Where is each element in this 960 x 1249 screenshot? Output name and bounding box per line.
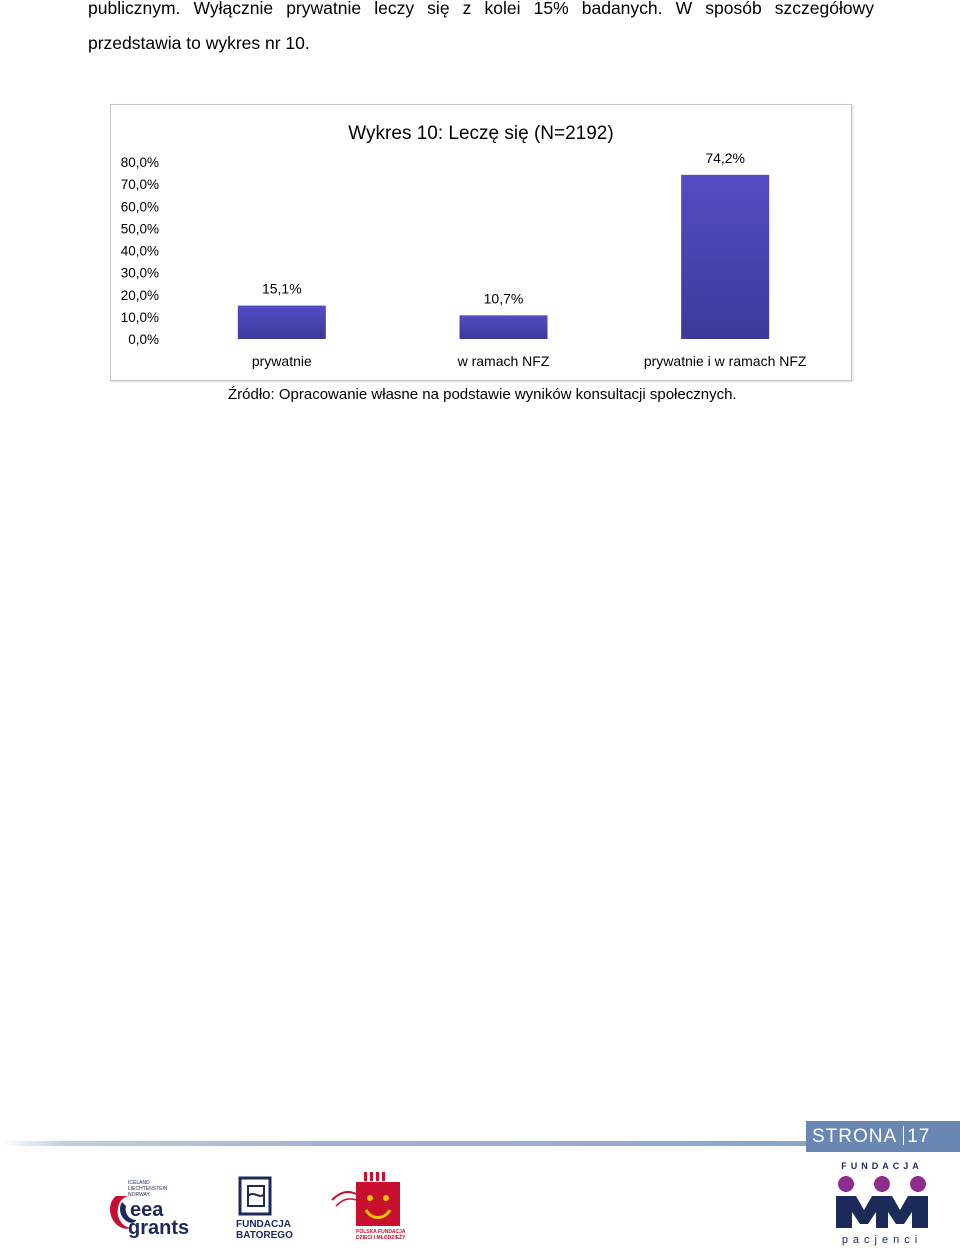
eea-country-1: ICELAND — [128, 1180, 150, 1186]
eea-country-3: NORWAY — [128, 1192, 150, 1198]
batory-logo — [234, 1176, 296, 1240]
y-tick-label: 0,0% — [128, 332, 159, 347]
chart-title: Wykres 10: Leczę się (N=2192) — [348, 123, 614, 144]
x-category-label: prywatnie — [251, 353, 312, 369]
page-number: 17 — [907, 1126, 931, 1147]
pacjenci-bottom-text: pacjenci — [841, 1234, 923, 1246]
batory-line-2: BATOREGO — [236, 1230, 293, 1240]
bars-group — [238, 150, 769, 339]
bar-3 — [681, 175, 769, 339]
page-label: STRONA — [812, 1126, 898, 1147]
eea-country-2: LIECHTENSTEIN — [128, 1186, 168, 1192]
data-label-2: 10,7% — [483, 290, 524, 307]
y-tick-label: 70,0% — [120, 177, 159, 193]
page-number-badge — [806, 1121, 960, 1152]
x-axis — [252, 353, 807, 369]
bar-1 — [238, 306, 326, 339]
bar-chart — [111, 105, 851, 380]
y-tick-label: 30,0% — [120, 265, 159, 281]
body-text-line-2: przedstawia to wykres nr 10. — [88, 33, 310, 53]
polska-fundacja-logo — [330, 1170, 406, 1240]
y-tick-label: 10,0% — [120, 309, 159, 325]
batory-emblem-icon — [240, 1178, 270, 1214]
y-tick-label: 80,0% — [120, 155, 159, 170]
source-caption: Źródło: Opracowanie własne na podstawie wyników konsultacji społecznych. — [228, 386, 737, 403]
polska-line-1: POLSKA FUNDACJA — [356, 1229, 406, 1235]
grants-word: grants — [128, 1217, 190, 1238]
y-tick-label: 40,0% — [120, 243, 159, 259]
y-tick-label: 50,0% — [120, 221, 159, 237]
pacjenci-figures-icon — [836, 1176, 928, 1228]
data-label-3: 74,2% — [705, 149, 746, 166]
y-tick-label: 60,0% — [120, 199, 159, 215]
x-category-label: prywatnie i w ramach NFZ — [643, 353, 807, 369]
eea-grants-logo — [106, 1176, 196, 1238]
pacjenci-top-text: FUNDACJA — [841, 1161, 923, 1171]
footer-divider — [0, 1141, 806, 1146]
pacjenci-logo — [834, 1160, 930, 1246]
polska-line-2: DZIECI I MŁODZIEŻY — [356, 1235, 406, 1240]
data-label-1: 15,1% — [261, 280, 302, 297]
batory-line-1: FUNDACJA — [236, 1219, 291, 1230]
y-tick-label: 20,0% — [120, 287, 159, 303]
y-axis — [121, 155, 159, 347]
x-category-label: w ramach NFZ — [457, 353, 550, 369]
chart-frame — [110, 104, 852, 381]
eea-word: eea — [130, 1199, 164, 1221]
bar-2 — [460, 315, 548, 339]
page-separator — [903, 1126, 904, 1145]
body-text-line-1: publicznym. Wyłącznie prywatnie leczy się z kolei 15% badanych. W sposób szczegółowy — [88, 0, 874, 18]
polska-face-icon — [332, 1172, 400, 1226]
